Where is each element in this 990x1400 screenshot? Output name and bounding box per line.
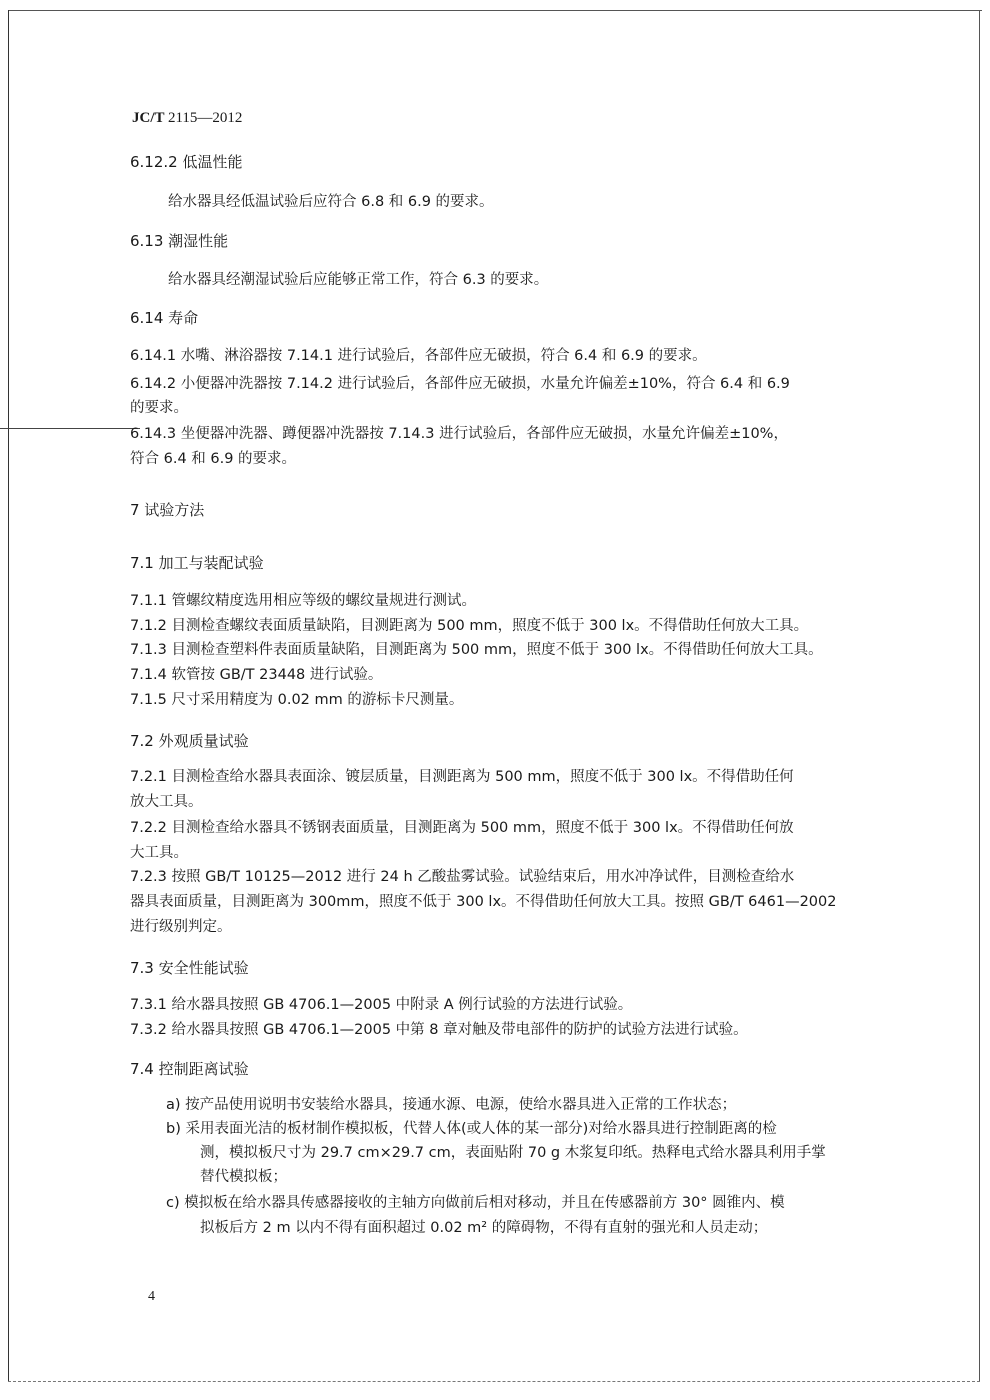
page-number: 4	[148, 1289, 155, 1304]
clause-6-14-2: 6.14.2 小便器冲洗器按 7.14.2 进行试验后，各部件应无破损，水量允许偏差±10%，符合 6.4 和 6.9	[130, 376, 790, 392]
clause-7-2-2: 7.2.2 目测检查给水器具不锈钢表面质量，目测距离为 500 mm，照度不低于 300 lx。不得借助任何放	[130, 820, 794, 836]
para-6-12-2: 给水器具经低温试验后应符合 6.8 和 6.9 的要求。	[168, 194, 494, 210]
heading-6-12-2: 6.12.2 低温性能	[130, 153, 243, 171]
clause-7-1-5: 7.1.5 尺寸采用精度为 0.02 mm 的游标卡尺测量。	[130, 692, 464, 708]
heading-7: 7 试验方法	[130, 501, 205, 519]
clause-7-3-1: 7.3.1 给水器具按照 GB 4706.1—2005 中附录 A 例行试验的方法进行试验。	[130, 997, 633, 1013]
list-item-c-cont: 拟板后方 2 m 以内不得有面积超过 0.02 m² 的障碍物，不得有直射的强光和人员走动；	[200, 1220, 768, 1236]
heading-6-14: 6.14 寿命	[130, 309, 199, 327]
heading-7-1: 7.1 加工与装配试验	[130, 554, 264, 572]
scan-border-top	[8, 10, 982, 11]
clause-7-2-1: 7.2.1 目测检查给水器具表面涂、镀层质量，目测距离为 500 mm，照度不低于 300 lx。不得借助任何	[130, 769, 794, 785]
clause-7-1-1: 7.1.1 管螺纹精度选用相应等级的螺纹量规进行测试。	[130, 593, 477, 609]
clause-6-14-1: 6.14.1 水嘴、淋浴器按 7.14.1 进行试验后，各部件应无破损，符合 6.4 和 6.9 的要求。	[130, 348, 707, 364]
clause-7-2-3-cont2: 进行级别判定。	[130, 919, 232, 935]
clause-6-14-3: 6.14.3 坐便器冲洗器、蹲便器冲洗器按 7.14.3 进行试验后，各部件应无破损，水量允许偏差±10%，	[130, 426, 788, 442]
clause-7-1-4: 7.1.4 软管按 GB/T 23448 进行试验。	[130, 667, 383, 683]
list-item-a: a) 按产品使用说明书安装给水器具，接通水源、电源，使给水器具进入正常的工作状态；	[166, 1097, 737, 1113]
heading-7-4: 7.4 控制距离试验	[130, 1060, 249, 1078]
heading-7-3: 7.3 安全性能试验	[130, 959, 249, 977]
scan-artifact-line	[0, 428, 140, 429]
clause-7-1-2: 7.1.2 目测检查螺纹表面质量缺陷，目测距离为 500 mm，照度不低于 300 lx。不得借助任何放大工具。	[130, 618, 809, 634]
scan-border-right	[979, 10, 980, 1382]
scan-border-left	[8, 10, 9, 1382]
scan-border-bottom	[8, 1381, 980, 1382]
clause-7-2-1-cont: 放大工具。	[130, 794, 203, 810]
list-item-b-cont2: 替代模拟板；	[200, 1169, 287, 1185]
list-item-b-cont1: 测，模拟板尺寸为 29.7 cm×29.7 cm，表面贴附 70 g 木浆复印纸。热释电式给水器具利用手掌	[200, 1145, 826, 1161]
clause-7-2-3-cont1: 器具表面质量，目测距离为 300mm，照度不低于 300 lx。不得借助任何放大工具。按照 GB/T 6461—2002	[130, 894, 837, 910]
heading-7-2: 7.2 外观质量试验	[130, 732, 249, 750]
clause-7-2-3: 7.2.3 按照 GB/T 10125—2012 进行 24 h 乙酸盐雾试验。试验结束后，用水冲净试件，目测检查给水	[130, 869, 795, 885]
clause-6-14-2-cont: 的要求。	[130, 400, 188, 416]
clause-7-2-2-cont: 大工具。	[130, 845, 188, 861]
doc-code: JC/T	[132, 110, 165, 126]
para-6-13: 给水器具经潮湿试验后应能够正常工作，符合 6.3 的要求。	[168, 272, 549, 288]
heading-6-13: 6.13 潮湿性能	[130, 232, 229, 250]
doc-number: 2115—2012	[167, 110, 243, 126]
clause-7-3-2: 7.3.2 给水器具按照 GB 4706.1—2005 中第 8 章对触及带电部件的防护的试验方法进行试验。	[130, 1022, 748, 1038]
clause-6-14-3-cont: 符合 6.4 和 6.9 的要求。	[130, 451, 297, 467]
document-id	[132, 108, 242, 128]
list-item-c: c) 模拟板在给水器具传感器接收的主轴方向做前后相对移动，并且在传感器前方 30° 圆锥内、模	[166, 1195, 785, 1211]
list-item-b: b) 采用表面光洁的板材制作模拟板，代替人体(或人体的某一部分)对给水器具进行控制距离的检	[166, 1121, 777, 1137]
clause-7-1-3: 7.1.3 目测检查塑料件表面质量缺陷，目测距离为 500 mm，照度不低于 300 lx。不得借助任何放大工具。	[130, 642, 823, 658]
